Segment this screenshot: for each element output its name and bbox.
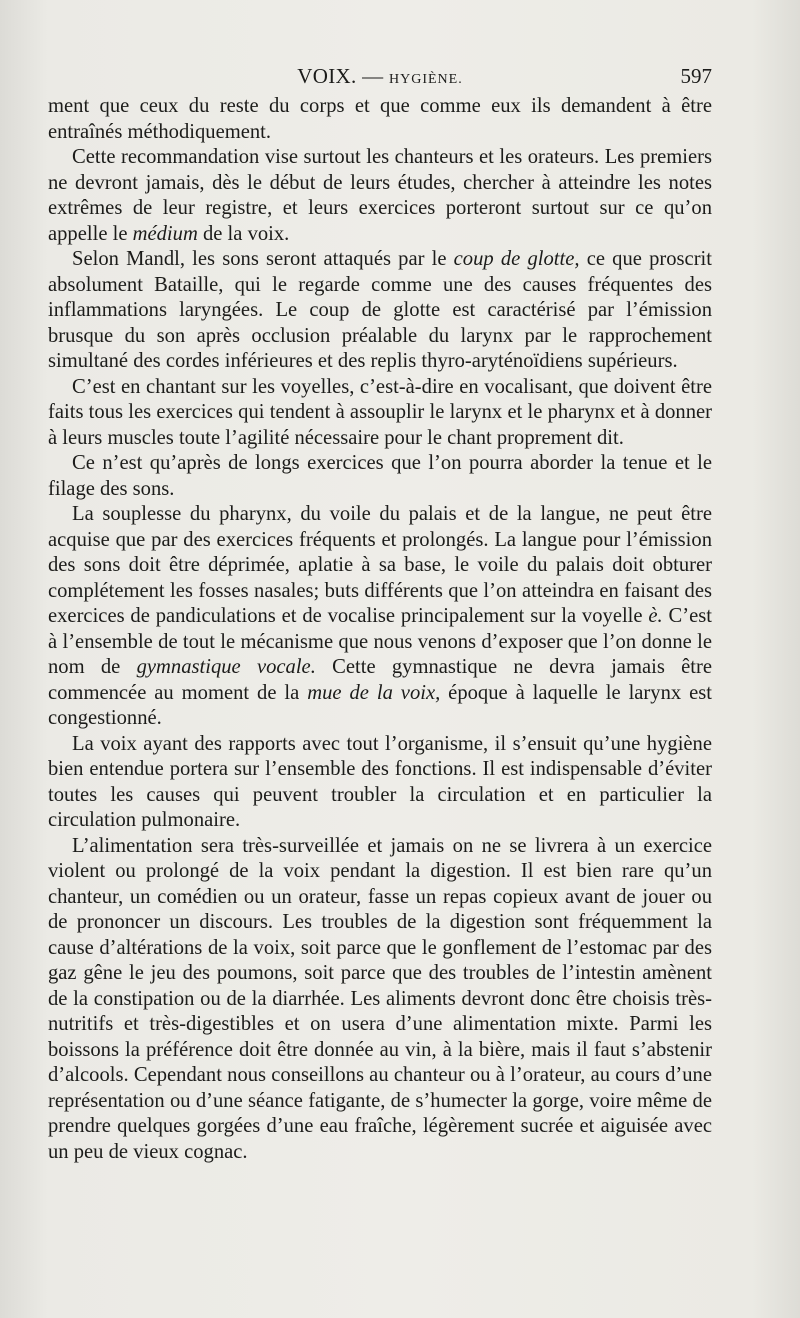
text-run: Cette recommandation vise surtout les chanteurs et les orateurs. Les premiers ne devront jamais, dès le début de leurs études, chercher à atteindre les notes extrêmes de leur registre, et leurs exercices porteront surtout sur ce qu’on appelle le (48, 146, 712, 245)
text-run: ment que ceux du reste du corps et que comme eux ils demandent à être entraînés méthodiquement. (48, 95, 712, 143)
header-separator: — (362, 64, 384, 88)
text-run: C’est en chantant sur les voyelles, c’est-à-dire en vocalisant, que doivent être faits tous les exercices qui tendent à assouplir le larynx et le pharynx et à donner à leurs muscles toute l’agilité nécessaire pour le chant proprement dit. (48, 375, 712, 449)
text-run: C’est à l’ensemble de tout le mécanisme que nous venons d’exposer que l’on donne le nom de (48, 605, 712, 678)
body-text (48, 94, 712, 1165)
header-title: VOIX. (297, 64, 357, 88)
running-head-title (48, 64, 712, 89)
paragraph (48, 145, 712, 247)
page-number: 597 (680, 64, 712, 88)
paragraph (48, 451, 712, 502)
italic-term: mue de la voix, (307, 681, 441, 704)
text-run: Selon Mandl, les sons seront attaqués par le (72, 248, 454, 270)
paragraph (48, 502, 712, 732)
text-run: ce que proscrit absolument Bataille, qui le regarde comme une des causes fréquentes des inflammations laryngées. Le coup de glotte est caractérisé par l’émission brusque du son après occlusion préalable du larynx par le rapprochement simultané des cordes inférieures et des replis thyro-aryténoïdiens supérieurs. (48, 248, 712, 372)
text-run: La voix ayant des rapports avec tout l’organisme, il s’ensuit qu’une hygiène bien entendue portera sur l’ensemble des fonctions. Il est indispensable d’éviter toutes les causes qui peuvent troubler la circulation et en particulier la circulation pulmonaire. (48, 732, 712, 831)
text-run: Ce n’est qu’après de longs exercices que l’on pourra aborder la tenue et le filage des sons. (48, 452, 712, 500)
italic-term: è. (648, 605, 663, 627)
paragraph (48, 375, 712, 452)
text-run: de la voix. (197, 222, 290, 245)
italic-term: médium (132, 222, 198, 245)
text-run: La souplesse du pharynx, du voile du palais et de la langue, ne peut être acquise que par des exercices fréquents et prolongés. La langue pour l’émission des sons doit être déprimée, aplatie à sa base, le voile du palais doit obturer complétement les fosses nasales; buts différents que l’on atteindra en faisant des exercices de pandiculations et de vocalise principalement sur la voyelle (48, 503, 712, 627)
italic-term: coup de glotte, (453, 248, 580, 270)
running-head (48, 58, 712, 90)
paragraph (48, 247, 712, 375)
text-run: L’alimentation sera très-surveillée et jamais on ne se livrera à un exercice violent ou prolongé de la voix pendant la digestion. Il est bien rare qu’un chanteur, un comédien ou un orateur, fasse un repas copieux avant de jouer ou de prononcer un discours. Les troubles de la digestion sont fréquemment la cause d’altérations de la voix, soit parce que le gonflement de l’estomac par des gaz gêne le jeu des poumons, soit parce que des troubles de l’intestin amènent de la constipation ou de la diarrhée. Les aliments devront donc être choisis très-nutritifs et très-digestibles et on usera d’une alimentation mixte. Parmi les boissons la préférence doit être donnée au vin, à la bière, mais il faut s’abstenir d’alcools. Cependant nous conseillons au chanteur ou à l’orateur, au cours d’une représentation ou d’une séance fatigante, de s’humecter la gorge, voire même de prendre quelques gorgées d’une eau fraîche, légèrement sucrée et aiguisée avec un peu de vieux cognac. (48, 834, 712, 1163)
header-subtitle: HYGIÈNE. (388, 72, 463, 87)
text-run: Cette gymnastique ne devra jamais être commencée au moment de la (48, 656, 712, 704)
paragraph (48, 732, 712, 834)
text-run: époque à laquelle le larynx est congestionné. (48, 681, 712, 729)
italic-term: gymnastique vocale. (136, 656, 316, 678)
paragraph (48, 94, 712, 145)
paragraph (48, 834, 712, 1166)
